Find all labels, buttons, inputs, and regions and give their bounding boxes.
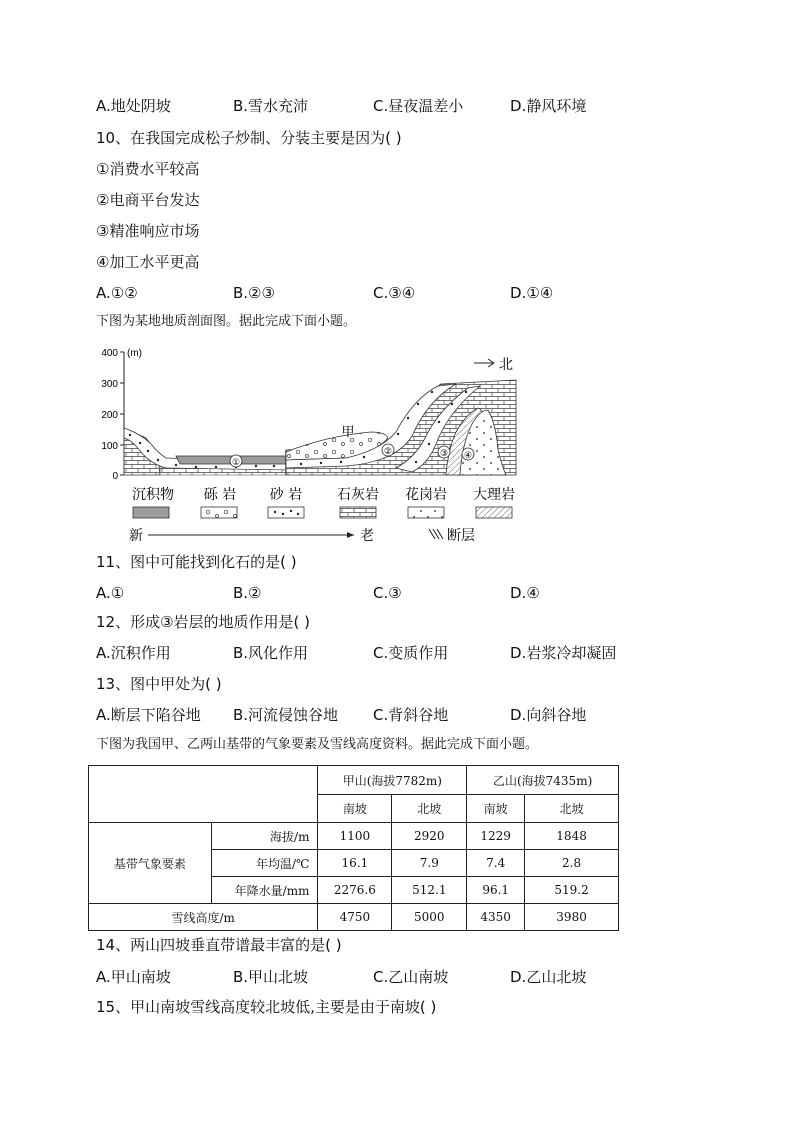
q10-option-d[interactable]: D.①④ <box>510 284 554 302</box>
age-old-label: 老 <box>360 528 374 544</box>
q9-option-c[interactable]: C.昼夜温差小 <box>373 97 464 115</box>
q12-option-d[interactable]: D.岩浆冷却凝固 <box>510 644 617 662</box>
legend-swatch-sandstone <box>268 507 304 518</box>
q9-option-b[interactable]: B.雪水充沛 <box>233 97 309 115</box>
q10-item-2: ②电商平台发达 <box>96 191 200 209</box>
q9-option-d[interactable]: D.静风环境 <box>510 97 587 115</box>
y-tick-label: 100 <box>101 441 118 452</box>
table-corner-cell <box>89 766 318 823</box>
label-circle-4: ④ <box>463 451 473 461</box>
legend-label-granite: 花岗岩 <box>405 487 447 503</box>
table-cell: 4350 <box>467 904 525 931</box>
header-jia-north: 北坡 <box>392 795 467 823</box>
row-label-altitude: 海拔/m <box>211 823 318 850</box>
label-jia: 甲 <box>341 425 355 440</box>
q10-options <box>96 283 716 303</box>
figure-intro: 下图为某地地质剖面图。据此完成下面小题。 <box>96 314 357 329</box>
table-cell: 4750 <box>318 904 392 931</box>
table-cell: 7.4 <box>467 850 525 877</box>
q14-option-c[interactable]: C.乙山南坡 <box>373 968 449 986</box>
q13-stem: 13、图中甲处为( ) <box>96 675 222 693</box>
legend-swatch-marble <box>476 507 512 518</box>
table-cell: 2276.6 <box>318 877 392 904</box>
table-cell: 1229 <box>467 823 525 850</box>
legend-label-limestone: 石灰岩 <box>337 487 379 503</box>
q13-option-c[interactable]: C.背斜谷地 <box>373 706 449 724</box>
age-new-label: 新 <box>129 528 143 544</box>
q15-stem: 15、甲山南坡雪线高度较北坡低,主要是由于南坡( ) <box>96 998 437 1016</box>
q9-option-a[interactable]: A.地处阴坡 <box>96 97 171 115</box>
table-cell: 519.2 <box>525 877 619 904</box>
q11-option-c[interactable]: C.③ <box>373 584 402 602</box>
legend-label-marble: 大理岩 <box>473 487 515 503</box>
y-tick-label: 400 <box>101 348 118 359</box>
table-cell: 7.9 <box>392 850 467 877</box>
table-cell: 5000 <box>392 904 467 931</box>
legend-label-sediment: 沉积物 <box>132 487 174 503</box>
q14-option-a[interactable]: A.甲山南坡 <box>96 968 171 986</box>
q11-stem: 11、图中可能找到化石的是( ) <box>96 553 297 571</box>
q12-option-c[interactable]: C.变质作用 <box>373 644 449 662</box>
header-jia-south: 南坡 <box>318 795 392 823</box>
table-cell: 2920 <box>392 823 467 850</box>
y-tick-label: 200 <box>101 410 118 421</box>
q10-option-b[interactable]: B.②③ <box>233 284 275 302</box>
legend-swatch-sediment <box>133 507 169 518</box>
label-circle-3: ③ <box>439 449 449 459</box>
q11-option-d[interactable]: D.④ <box>510 584 540 602</box>
y-tick-label: 0 <box>112 471 118 482</box>
legend-label-conglomerate: 砾 岩 <box>203 487 237 503</box>
header-mountain-jia: 甲山(海拔7782m) <box>318 766 467 795</box>
q13-option-b[interactable]: B.河流侵蚀谷地 <box>233 706 339 724</box>
q10-stem: 10、在我国完成松子炒制、分装主要是因为( ) <box>96 129 402 147</box>
geologic-section-figure <box>96 340 536 545</box>
q14-option-d[interactable]: D.乙山北坡 <box>510 968 587 986</box>
q11-option-b[interactable]: B.② <box>233 584 262 602</box>
q14-options <box>96 967 716 987</box>
y-tick-label: 300 <box>101 379 118 390</box>
q10-item-4: ④加工水平更高 <box>96 253 200 271</box>
header-mountain-yi: 乙山(海拔7435m) <box>467 766 619 795</box>
q11-option-a[interactable]: A.① <box>96 584 125 602</box>
age-arrow <box>129 527 374 544</box>
y-unit-label: (m) <box>127 348 142 359</box>
table-cell: 96.1 <box>467 877 525 904</box>
legend-label-sandstone: 砂 岩 <box>269 487 303 503</box>
fault-legend-label: 断层 <box>447 528 475 544</box>
q9-options <box>96 96 716 116</box>
table-cell: 512.1 <box>392 877 467 904</box>
q13-options <box>96 705 716 725</box>
header-yi-north: 北坡 <box>525 795 619 823</box>
row-label-snowline: 雪线高度/m <box>89 904 318 931</box>
q11-options <box>96 583 716 603</box>
q12-stem: 12、形成③岩层的地质作用是( ) <box>96 613 311 631</box>
table-cell: 1100 <box>318 823 392 850</box>
q14-option-b[interactable]: B.甲山北坡 <box>233 968 309 986</box>
q13-option-a[interactable]: A.断层下陷谷地 <box>96 706 201 724</box>
table-intro: 下图为我国甲、乙两山基带的气象要素及雪线高度资料。据此完成下面小题。 <box>96 737 539 752</box>
table-cell: 2.8 <box>525 850 619 877</box>
north-arrow <box>474 357 513 373</box>
q10-option-c[interactable]: C.③④ <box>373 284 416 302</box>
label-circle-2: ② <box>383 447 393 457</box>
legend-swatch-limestone <box>340 507 376 518</box>
table-cell: 3980 <box>525 904 619 931</box>
label-circle-1: ① <box>231 458 241 468</box>
table-cell: 1848 <box>525 823 619 850</box>
row-group-label: 基带气象要素 <box>89 823 212 904</box>
legend-swatch-conglomerate <box>201 507 237 518</box>
q12-options <box>96 643 716 663</box>
north-label: 北 <box>499 357 513 373</box>
row-label-precipitation: 年降水量/mm <box>211 877 318 904</box>
q10-item-1: ①消费水平较高 <box>96 160 200 178</box>
table-cell: 16.1 <box>318 850 392 877</box>
q14-stem: 14、两山四坡垂直带谱最丰富的是( ) <box>96 936 342 954</box>
fault-legend <box>429 528 475 544</box>
legend-swatch-granite <box>408 507 444 518</box>
q10-item-3: ③精准响应市场 <box>96 222 200 240</box>
row-label-temperature: 年均温/℃ <box>211 850 318 877</box>
q13-option-d[interactable]: D.向斜谷地 <box>510 706 587 724</box>
mountain-data-table <box>88 765 619 931</box>
q10-option-a[interactable]: A.①② <box>96 284 138 302</box>
q12-option-a[interactable]: A.沉积作用 <box>96 644 171 662</box>
q12-option-b[interactable]: B.风化作用 <box>233 644 309 662</box>
header-yi-south: 南坡 <box>467 795 525 823</box>
